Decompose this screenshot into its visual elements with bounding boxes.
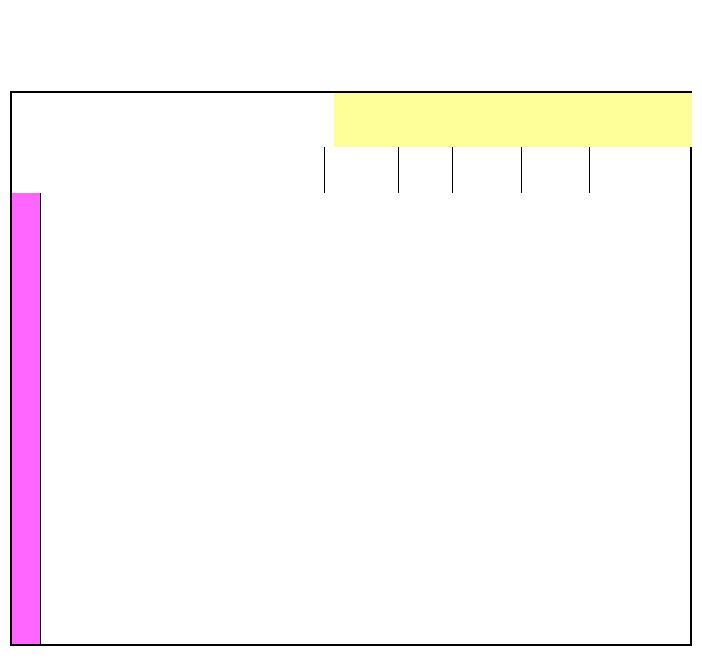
col-header-gw-delivery: [452, 147, 521, 193]
table-title: [334, 93, 692, 147]
col-header-excess-gw: [589, 147, 690, 193]
col-header-sw-delivery: [398, 147, 452, 193]
demand-delivery-table: [10, 91, 692, 646]
col-header-min-gw: [521, 147, 589, 193]
col-header-demand: [324, 147, 398, 193]
side-label-bar: [12, 193, 41, 644]
